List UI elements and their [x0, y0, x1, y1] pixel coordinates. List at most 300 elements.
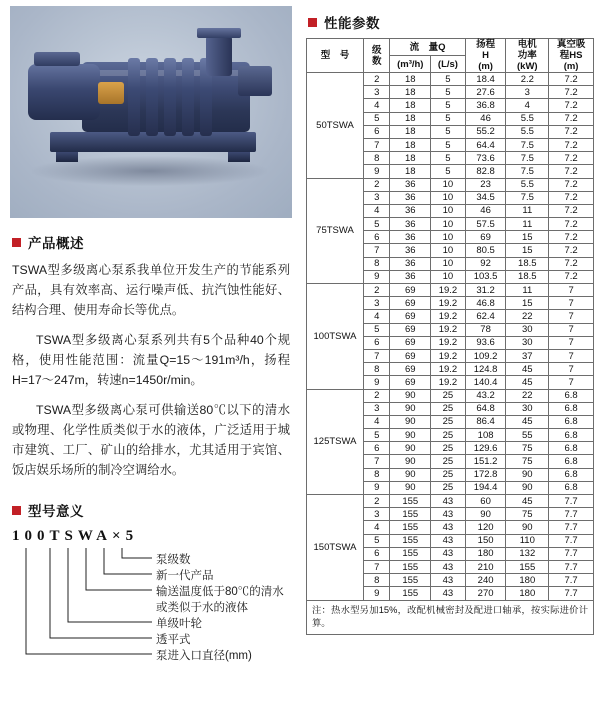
pump-motor — [28, 64, 100, 120]
cell-stages: 9 — [363, 376, 389, 389]
cell-stages: 3 — [363, 508, 389, 521]
cell-head: 36.8 — [465, 99, 506, 112]
cell-power: 5.5 — [506, 125, 549, 138]
cell-flow-ls: 25 — [431, 442, 466, 455]
cell-flow-m3h: 18 — [390, 73, 431, 86]
pump-inlet-flange — [238, 66, 272, 96]
model-label-3: 或类似于水的液体 — [156, 602, 248, 614]
th-flow-unit-m3h: (m³/h) — [390, 56, 431, 73]
cell-flow-ls: 19.2 — [431, 336, 466, 349]
cell-power: 7.5 — [506, 138, 549, 151]
cell-power: 30 — [506, 402, 549, 415]
red-square-icon — [308, 18, 317, 27]
cell-power: 90 — [506, 481, 549, 494]
cell-suction: 7.2 — [549, 191, 594, 204]
cell-flow-m3h: 155 — [390, 534, 431, 547]
cell-flow-m3h: 69 — [390, 310, 431, 323]
cell-power: 4 — [506, 99, 549, 112]
cell-model: 100TSWA — [307, 284, 364, 390]
cell-head: 55.2 — [465, 125, 506, 138]
model-label-4: 单级叶轮 — [156, 618, 202, 630]
cell-flow-ls: 43 — [431, 521, 466, 534]
cell-head: 124.8 — [465, 363, 506, 376]
cell-head: 93.6 — [465, 336, 506, 349]
cell-stages: 6 — [363, 125, 389, 138]
pump-base-foot — [56, 152, 78, 162]
cell-head: 34.5 — [465, 191, 506, 204]
pump-stage — [164, 58, 176, 136]
cell-power: 5.5 — [506, 112, 549, 125]
red-square-icon — [12, 238, 21, 247]
cell-power: 90 — [506, 521, 549, 534]
cell-flow-m3h: 69 — [390, 336, 431, 349]
cell-head: 43.2 — [465, 389, 506, 402]
cell-suction: 7.2 — [549, 165, 594, 178]
table-row — [307, 389, 594, 402]
cell-suction: 7.7 — [549, 560, 594, 573]
cell-flow-ls: 10 — [431, 244, 466, 257]
cell-power: 75 — [506, 508, 549, 521]
cell-flow-m3h: 18 — [390, 165, 431, 178]
cell-flow-ls: 25 — [431, 429, 466, 442]
pump-stage — [182, 58, 194, 136]
cell-suction: 7.7 — [549, 587, 594, 600]
pump-base-foot — [228, 152, 250, 162]
th-power-line1: 电机 — [517, 39, 537, 50]
cell-power: 7.5 — [506, 191, 549, 204]
cell-flow-ls: 5 — [431, 112, 466, 125]
cell-stages: 4 — [363, 99, 389, 112]
cell-power: 5.5 — [506, 178, 549, 191]
cell-power: 37 — [506, 349, 549, 362]
cell-flow-ls: 5 — [431, 165, 466, 178]
cell-power: 22 — [506, 389, 549, 402]
cell-suction: 7.7 — [549, 495, 594, 508]
cell-flow-ls: 43 — [431, 587, 466, 600]
cell-suction: 7 — [549, 336, 594, 349]
cell-flow-m3h: 90 — [390, 455, 431, 468]
model-meaning-diagram — [12, 528, 292, 668]
cell-flow-ls: 19.2 — [431, 310, 466, 323]
cell-flow-ls: 5 — [431, 73, 466, 86]
cell-suction: 7.2 — [549, 138, 594, 151]
cell-stages: 5 — [363, 218, 389, 231]
cell-power: 180 — [506, 587, 549, 600]
cell-flow-ls: 25 — [431, 415, 466, 428]
cell-stages: 7 — [363, 244, 389, 257]
cell-suction: 6.8 — [549, 442, 594, 455]
cell-head: 18.4 — [465, 73, 506, 86]
cell-power: 22 — [506, 310, 549, 323]
red-square-icon — [12, 506, 21, 515]
pump-product-photo — [10, 6, 292, 218]
th-suction-line3: (m) — [563, 61, 579, 72]
cell-flow-m3h: 18 — [390, 125, 431, 138]
cell-head: 82.8 — [465, 165, 506, 178]
cell-flow-ls: 25 — [431, 468, 466, 481]
cell-power: 45 — [506, 363, 549, 376]
cell-flow-m3h: 36 — [390, 244, 431, 257]
cell-power: 45 — [506, 415, 549, 428]
cell-flow-ls: 43 — [431, 534, 466, 547]
cell-suction: 7.2 — [549, 178, 594, 191]
th-suction-line1: 真空吸 — [556, 39, 586, 50]
cell-head: 64.4 — [465, 138, 506, 151]
cell-flow-m3h: 36 — [390, 270, 431, 283]
cell-stages: 8 — [363, 363, 389, 376]
th-flow-unit-ls: (L/s) — [431, 56, 466, 73]
cell-stages: 8 — [363, 257, 389, 270]
cell-suction: 7.2 — [549, 152, 594, 165]
cell-stages: 5 — [363, 534, 389, 547]
cell-power: 55 — [506, 429, 549, 442]
cell-flow-m3h: 36 — [390, 178, 431, 191]
cell-stages: 9 — [363, 270, 389, 283]
cell-power: 30 — [506, 323, 549, 336]
cell-flow-ls: 5 — [431, 152, 466, 165]
cell-stages: 6 — [363, 231, 389, 244]
cell-head: 109.2 — [465, 349, 506, 362]
cell-head: 27.6 — [465, 86, 506, 99]
overview-paragraph-1: TSWA型多级离心泵系我单位开发生产的节能系列产品，具有效率高、运行噪声低、抗汽蚀性能好、结构合理、使用寿命长等优点。 — [12, 263, 290, 317]
cell-power: 7.5 — [506, 165, 549, 178]
th-head-line2: H — [482, 50, 490, 61]
cell-head: 90 — [465, 508, 506, 521]
cell-head: 129.6 — [465, 442, 506, 455]
cell-power: 180 — [506, 574, 549, 587]
cell-suction: 7.7 — [549, 534, 594, 547]
cell-head: 103.5 — [465, 270, 506, 283]
cell-flow-ls: 43 — [431, 574, 466, 587]
th-suction — [549, 39, 594, 73]
cell-flow-ls: 5 — [431, 86, 466, 99]
right-column — [300, 0, 600, 718]
cell-head: 120 — [465, 521, 506, 534]
section-title-performance: 性能参数 — [324, 16, 380, 31]
cell-stages: 6 — [363, 442, 389, 455]
cell-suction: 6.8 — [549, 455, 594, 468]
cell-stages: 3 — [363, 191, 389, 204]
cell-head: 23 — [465, 178, 506, 191]
model-label-5: 透平式 — [156, 634, 191, 646]
cell-power: 15 — [506, 297, 549, 310]
cell-head: 92 — [465, 257, 506, 270]
cell-flow-m3h: 155 — [390, 587, 431, 600]
model-code-text: 100TSWA×5 — [12, 528, 139, 544]
th-power-line2: 功率 — [517, 50, 537, 61]
cell-head: 57.5 — [465, 218, 506, 231]
cell-suction: 7.7 — [549, 508, 594, 521]
cell-power: 132 — [506, 547, 549, 560]
cell-stages: 9 — [363, 481, 389, 494]
cell-suction: 7.2 — [549, 231, 594, 244]
cell-stages: 7 — [363, 560, 389, 573]
cell-flow-m3h: 155 — [390, 508, 431, 521]
th-head-line3: (m) — [478, 61, 493, 72]
cell-stages: 6 — [363, 547, 389, 560]
cell-suction: 7.2 — [549, 218, 594, 231]
cell-suction: 6.8 — [549, 481, 594, 494]
cell-flow-ls: 25 — [431, 389, 466, 402]
cell-flow-ls: 5 — [431, 138, 466, 151]
th-head-line1: 扬程 — [476, 39, 496, 50]
section-title-model-meaning: 型号意义 — [28, 504, 84, 519]
cell-flow-m3h: 90 — [390, 468, 431, 481]
cell-flow-m3h: 69 — [390, 349, 431, 362]
cell-suction: 7 — [549, 310, 594, 323]
cell-power: 18.5 — [506, 270, 549, 283]
model-label-2: 输送温度低于80℃的清水 — [156, 586, 284, 598]
pump-outlet-flange — [206, 36, 232, 76]
cell-flow-ls: 10 — [431, 178, 466, 191]
cell-power: 15 — [506, 231, 549, 244]
model-label-6: 泵进入口直径(mm) — [156, 650, 252, 662]
cell-flow-m3h: 69 — [390, 376, 431, 389]
cell-head: 46 — [465, 204, 506, 217]
cell-stages: 9 — [363, 165, 389, 178]
cell-flow-ls: 10 — [431, 204, 466, 217]
cell-power: 15 — [506, 244, 549, 257]
cell-flow-ls: 19.2 — [431, 284, 466, 297]
cell-flow-m3h: 18 — [390, 138, 431, 151]
cell-flow-ls: 43 — [431, 547, 466, 560]
overview-paragraph-3: TSWA型多级离心泵可供输送80℃以下的清水或物理、化学性质类似于水的液体，广泛适用于城市建筑、工厂、矿山的给排水，尤其适用于宾馆、饭店娱乐场所的制冷空调给水。 — [12, 403, 290, 477]
cell-suction: 7.2 — [549, 244, 594, 257]
cell-flow-ls: 5 — [431, 125, 466, 138]
section-header-performance — [308, 12, 592, 32]
cell-suction: 6.8 — [549, 415, 594, 428]
cell-head: 210 — [465, 560, 506, 573]
table-row — [307, 495, 594, 508]
table-header — [307, 39, 594, 73]
cell-stages: 3 — [363, 297, 389, 310]
cell-head: 64.8 — [465, 402, 506, 415]
cell-stages: 4 — [363, 204, 389, 217]
cell-flow-ls: 25 — [431, 481, 466, 494]
cell-head: 78 — [465, 323, 506, 336]
cell-stages: 2 — [363, 178, 389, 191]
th-power-line3: (kW) — [517, 61, 538, 72]
cell-stages: 8 — [363, 574, 389, 587]
cell-suction: 7.2 — [549, 125, 594, 138]
section-header-model-meaning — [12, 500, 292, 520]
cell-head: 240 — [465, 574, 506, 587]
cell-power: 11 — [506, 284, 549, 297]
cell-stages: 5 — [363, 323, 389, 336]
cell-suction: 7.7 — [549, 521, 594, 534]
cell-head: 108 — [465, 429, 506, 442]
cell-stages: 4 — [363, 310, 389, 323]
cell-suction: 7 — [549, 297, 594, 310]
cell-flow-m3h: 90 — [390, 481, 431, 494]
cell-suction: 6.8 — [549, 402, 594, 415]
cell-stages: 5 — [363, 429, 389, 442]
performance-parameters-table — [306, 38, 594, 601]
cell-power: 155 — [506, 560, 549, 573]
cell-suction: 7.7 — [549, 574, 594, 587]
cell-flow-m3h: 18 — [390, 152, 431, 165]
cell-stages: 3 — [363, 402, 389, 415]
cell-head: 194.4 — [465, 481, 506, 494]
cell-stages: 3 — [363, 86, 389, 99]
cell-flow-m3h: 36 — [390, 191, 431, 204]
cell-head: 180 — [465, 547, 506, 560]
cell-flow-m3h: 36 — [390, 218, 431, 231]
cell-power: 3 — [506, 86, 549, 99]
cell-flow-ls: 19.2 — [431, 376, 466, 389]
th-head — [465, 39, 506, 73]
cell-head: 31.2 — [465, 284, 506, 297]
cell-model: 50TSWA — [307, 73, 364, 179]
table-header-row-1 — [307, 39, 594, 56]
overview-paragraph-2: TSWA型多级离心泵系列共有5个品种40个规格，使用性能范围：流量Q=15～191m³/h，扬程H=17～247m，转速n=1450r/min。 — [12, 333, 290, 387]
cell-suction: 7.2 — [549, 73, 594, 86]
cell-stages: 7 — [363, 455, 389, 468]
cell-flow-m3h: 36 — [390, 204, 431, 217]
th-stages-line2: 数 — [371, 55, 382, 67]
cell-flow-m3h: 90 — [390, 402, 431, 415]
cell-flow-m3h: 69 — [390, 284, 431, 297]
cell-power: 90 — [506, 468, 549, 481]
cell-stages: 7 — [363, 349, 389, 362]
section-header-overview — [12, 232, 292, 252]
cell-suction: 7 — [549, 284, 594, 297]
cell-flow-m3h: 155 — [390, 521, 431, 534]
cell-flow-ls: 10 — [431, 231, 466, 244]
pump-stage — [146, 58, 158, 136]
cell-stages: 8 — [363, 152, 389, 165]
cell-flow-m3h: 69 — [390, 363, 431, 376]
cell-suction: 6.8 — [549, 429, 594, 442]
cell-flow-ls: 19.2 — [431, 349, 466, 362]
cell-flow-ls: 10 — [431, 270, 466, 283]
cell-flow-m3h: 18 — [390, 99, 431, 112]
cell-stages: 5 — [363, 112, 389, 125]
cell-head: 86.4 — [465, 415, 506, 428]
cell-stages: 8 — [363, 468, 389, 481]
cell-stages: 7 — [363, 138, 389, 151]
cell-flow-m3h: 90 — [390, 389, 431, 402]
cell-suction: 7.2 — [549, 86, 594, 99]
cell-head: 151.2 — [465, 455, 506, 468]
cell-flow-m3h: 18 — [390, 86, 431, 99]
cell-flow-m3h: 90 — [390, 415, 431, 428]
cell-flow-ls: 19.2 — [431, 323, 466, 336]
cell-head: 140.4 — [465, 376, 506, 389]
th-stages-line1: 级 — [371, 44, 382, 56]
cell-stages: 6 — [363, 336, 389, 349]
cell-flow-ls: 25 — [431, 402, 466, 415]
pump-coupling — [98, 82, 124, 104]
cell-suction: 7 — [549, 363, 594, 376]
cell-flow-m3h: 90 — [390, 429, 431, 442]
cell-power: 75 — [506, 442, 549, 455]
cell-flow-ls: 10 — [431, 191, 466, 204]
table-note: 注：热水型另加15%，改配机械密封及配进口轴承，按实际进价计算。 — [306, 601, 594, 635]
cell-flow-ls: 43 — [431, 560, 466, 573]
cell-suction: 7.2 — [549, 204, 594, 217]
cell-head: 60 — [465, 495, 506, 508]
cell-stages: 2 — [363, 495, 389, 508]
cell-suction: 7 — [549, 323, 594, 336]
cell-flow-m3h: 36 — [390, 257, 431, 270]
cell-flow-ls: 5 — [431, 99, 466, 112]
table-row — [307, 178, 594, 191]
cell-stages: 4 — [363, 415, 389, 428]
cell-flow-m3h: 155 — [390, 495, 431, 508]
cell-flow-m3h: 69 — [390, 297, 431, 310]
cell-power: 75 — [506, 455, 549, 468]
cell-suction: 7.2 — [549, 270, 594, 283]
cell-suction: 7.2 — [549, 257, 594, 270]
cell-stages: 2 — [363, 389, 389, 402]
cell-flow-ls: 43 — [431, 508, 466, 521]
cell-head: 80.5 — [465, 244, 506, 257]
cell-stages: 4 — [363, 521, 389, 534]
cell-flow-m3h: 155 — [390, 560, 431, 573]
cell-flow-m3h: 155 — [390, 547, 431, 560]
cell-model: 75TSWA — [307, 178, 364, 284]
cell-suction: 6.8 — [549, 468, 594, 481]
cell-power: 45 — [506, 376, 549, 389]
cell-model: 125TSWA — [307, 389, 364, 495]
cell-stages: 9 — [363, 587, 389, 600]
cell-flow-m3h: 36 — [390, 231, 431, 244]
cell-flow-m3h: 18 — [390, 112, 431, 125]
cell-suction: 7 — [549, 349, 594, 362]
th-model: 型 号 — [307, 39, 364, 73]
cell-stages: 2 — [363, 73, 389, 86]
cell-head: 69 — [465, 231, 506, 244]
cell-flow-ls: 19.2 — [431, 363, 466, 376]
cell-flow-ls: 25 — [431, 455, 466, 468]
cell-power: 11 — [506, 204, 549, 217]
table-row — [307, 73, 594, 86]
cell-head: 150 — [465, 534, 506, 547]
table-body — [307, 73, 594, 601]
cell-suction: 6.8 — [549, 389, 594, 402]
cell-power: 11 — [506, 218, 549, 231]
cell-head: 62.4 — [465, 310, 506, 323]
th-flow: 流 量Q — [390, 39, 465, 56]
cell-flow-ls: 19.2 — [431, 297, 466, 310]
th-suction-line2: 程HS — [559, 50, 583, 61]
table-row — [307, 284, 594, 297]
cell-suction: 7 — [549, 376, 594, 389]
th-stages — [363, 39, 389, 73]
cell-flow-m3h: 155 — [390, 574, 431, 587]
cell-power: 110 — [506, 534, 549, 547]
pump-stage — [128, 58, 140, 136]
cell-power: 7.5 — [506, 152, 549, 165]
cell-power: 2.2 — [506, 73, 549, 86]
cell-flow-m3h: 69 — [390, 323, 431, 336]
cell-suction: 7.7 — [549, 547, 594, 560]
cell-stages: 2 — [363, 284, 389, 297]
cell-suction: 7.2 — [549, 112, 594, 125]
cell-power: 30 — [506, 336, 549, 349]
th-power — [506, 39, 549, 73]
cell-head: 270 — [465, 587, 506, 600]
cell-head: 46.8 — [465, 297, 506, 310]
cell-head: 46 — [465, 112, 506, 125]
section-title-overview: 产品概述 — [28, 236, 84, 251]
cell-suction: 7.2 — [549, 99, 594, 112]
model-label-1: 新一代产品 — [156, 570, 214, 582]
cell-power: 45 — [506, 495, 549, 508]
cell-model: 150TSWA — [307, 495, 364, 601]
cell-head: 172.8 — [465, 468, 506, 481]
